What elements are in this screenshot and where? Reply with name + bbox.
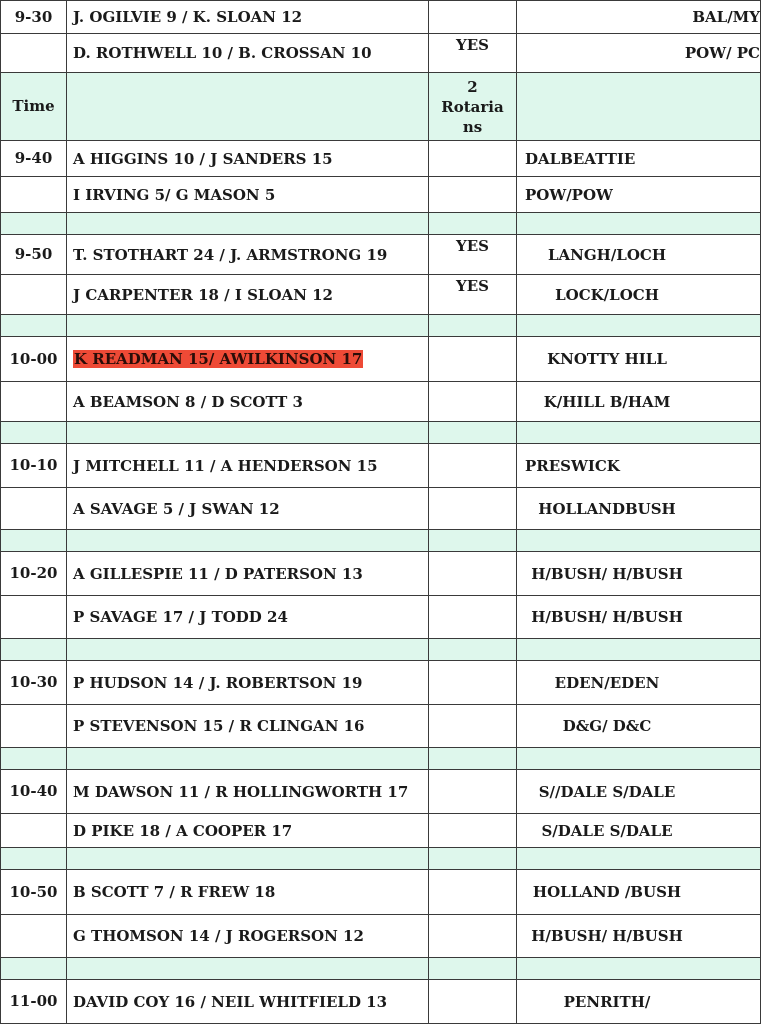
flag-cell	[429, 337, 517, 382]
table-row	[1, 915, 761, 958]
flag-cell: YES	[429, 34, 517, 73]
table-row	[1, 661, 761, 705]
club-cell: PRESWICK	[517, 444, 761, 488]
pairing-cell: P HUDSON 14 / J. ROBERTSON 19	[67, 661, 429, 705]
club-cell	[517, 337, 761, 382]
table-row	[1, 337, 761, 382]
flag-cell	[429, 770, 517, 814]
pairing-cell: J. OGILVIE 9 / K. SLOAN 12	[67, 1, 429, 34]
pairing-cell: P STEVENSON 15 / R CLINGAN 16	[67, 705, 429, 748]
separator-row	[1, 958, 761, 980]
table-row	[1, 275, 761, 315]
pairing-cell: A SAVAGE 5 / J SWAN 12	[67, 488, 429, 530]
club-cell	[517, 552, 761, 596]
separator-row	[1, 530, 761, 552]
flag-cell	[429, 177, 517, 213]
flag-cell	[429, 488, 517, 530]
time-cell: 10-20	[1, 552, 67, 596]
time-cell	[1, 382, 67, 422]
flag-cell	[429, 980, 517, 1024]
club-cell	[517, 382, 761, 422]
time-cell: 9-30	[1, 1, 67, 34]
table-row	[1, 705, 761, 748]
pairing-cell: A BEAMSON 8 / D SCOTT 3	[67, 382, 429, 422]
club-cell: DALBEATTIE	[517, 141, 761, 177]
pairing-cell: G THOMSON 14 / J ROGERSON 12	[67, 915, 429, 958]
table-row	[1, 444, 761, 488]
table-row	[1, 382, 761, 422]
table-row	[1, 235, 761, 275]
club-label: PENRITH/	[563, 992, 651, 1011]
club-label: LOCK/LOCH	[555, 285, 659, 304]
club-label: H/BUSH/ H/BUSH	[531, 927, 683, 945]
club-label: H/BUSH/ H/BUSH	[531, 608, 683, 626]
table-row	[1, 814, 761, 848]
club-label: S/DALE S/DALE	[541, 821, 673, 840]
time-cell	[1, 275, 67, 315]
rotarians-header-label: 2 Rotaria ns	[441, 77, 504, 136]
club-cell	[517, 275, 761, 315]
pairing-cell: J CARPENTER 18 / I SLOAN 12	[67, 275, 429, 315]
time-header: Time	[1, 73, 67, 141]
separator-row	[1, 639, 761, 661]
flag-cell	[429, 552, 517, 596]
pairing-cell: A HIGGINS 10 / J SANDERS 15	[67, 141, 429, 177]
separator-row	[1, 315, 761, 337]
club-cell	[517, 814, 761, 848]
pairing-cell: D PIKE 18 / A COOPER 17	[67, 814, 429, 848]
flag-cell: YES	[429, 235, 517, 275]
club-cell	[517, 661, 761, 705]
club-cell	[517, 488, 761, 530]
table-row	[1, 980, 761, 1024]
club-cell	[517, 770, 761, 814]
time-cell	[1, 177, 67, 213]
highlighted-pairing: K READMAN 15/ AWILKINSON 17	[74, 350, 363, 368]
time-cell: 10-10	[1, 444, 67, 488]
time-cell: 10-00	[1, 337, 67, 382]
pairing-cell: DAVID COY 16 / NEIL WHITFIELD 13	[67, 980, 429, 1024]
time-cell	[1, 34, 67, 73]
time-cell	[1, 814, 67, 848]
club-cell: BAL/MY	[517, 1, 761, 34]
club-cell	[517, 705, 761, 748]
table-row	[1, 34, 761, 73]
table-row	[1, 1, 761, 34]
table-row	[1, 177, 761, 213]
flag-cell	[429, 141, 517, 177]
pairing-cell	[67, 337, 429, 382]
table-row	[1, 770, 761, 814]
flag-cell	[429, 870, 517, 915]
flag-cell	[429, 1, 517, 34]
separator-row	[1, 748, 761, 770]
pairing-cell: T. STOTHART 24 / J. ARMSTRONG 19	[67, 235, 429, 275]
rotarians-header	[429, 73, 517, 141]
pairing-cell: A GILLESPIE 11 / D PATERSON 13	[67, 552, 429, 596]
table-row	[1, 488, 761, 530]
flag-cell	[429, 814, 517, 848]
club-label: LANGH/LOCH	[547, 245, 667, 264]
header-row	[1, 73, 761, 141]
pairing-cell: D. ROTHWELL 10 / B. CROSSAN 10	[67, 34, 429, 73]
club-cell	[517, 596, 761, 639]
time-cell: 9-50	[1, 235, 67, 275]
time-cell: 9-40	[1, 141, 67, 177]
club-label: K/HILL B/HAM	[543, 392, 671, 411]
table-row	[1, 596, 761, 639]
flag-cell	[429, 661, 517, 705]
club-cell	[517, 870, 761, 915]
table-row	[1, 141, 761, 177]
flag-cell	[429, 596, 517, 639]
club-label: H/BUSH/ H/BUSH	[531, 564, 683, 583]
flag-cell	[429, 444, 517, 488]
time-cell	[1, 915, 67, 958]
time-cell	[1, 705, 67, 748]
time-cell: 10-50	[1, 870, 67, 915]
club-header	[517, 73, 761, 141]
time-cell: 10-30	[1, 661, 67, 705]
pairing-cell: M DAWSON 11 / R HOLLINGWORTH 17	[67, 770, 429, 814]
flag-cell: YES	[429, 275, 517, 315]
pairing-cell: J MITCHELL 11 / A HENDERSON 15	[67, 444, 429, 488]
club-label: HOLLAND /BUSH	[532, 883, 682, 901]
flag-cell	[429, 382, 517, 422]
table-row	[1, 870, 761, 915]
club-label: S//DALE S/DALE	[538, 782, 676, 801]
flag-cell	[429, 705, 517, 748]
pairing-cell: P SAVAGE 17 / J TODD 24	[67, 596, 429, 639]
pairing-header	[67, 73, 429, 141]
club-cell: POW/ PC	[517, 34, 761, 73]
separator-row	[1, 422, 761, 444]
club-label: KNOTTY HILL	[547, 350, 667, 368]
pairing-cell: I IRVING 5/ G MASON 5	[67, 177, 429, 213]
time-cell	[1, 488, 67, 530]
time-cell	[1, 596, 67, 639]
club-label: D&G/ D&C	[562, 717, 652, 735]
club-label: EDEN/EDEN	[554, 673, 660, 692]
pairing-cell: B SCOTT 7 / R FREW 18	[67, 870, 429, 915]
time-cell: 10-40	[1, 770, 67, 814]
club-label: HOLLANDBUSH	[538, 499, 676, 518]
time-cell: 11-00	[1, 980, 67, 1024]
separator-row	[1, 213, 761, 235]
table-row	[1, 552, 761, 596]
separator-row	[1, 848, 761, 870]
club-cell: POW/POW	[517, 177, 761, 213]
club-cell	[517, 235, 761, 275]
flag-cell	[429, 915, 517, 958]
club-cell	[517, 980, 761, 1024]
club-cell	[517, 915, 761, 958]
